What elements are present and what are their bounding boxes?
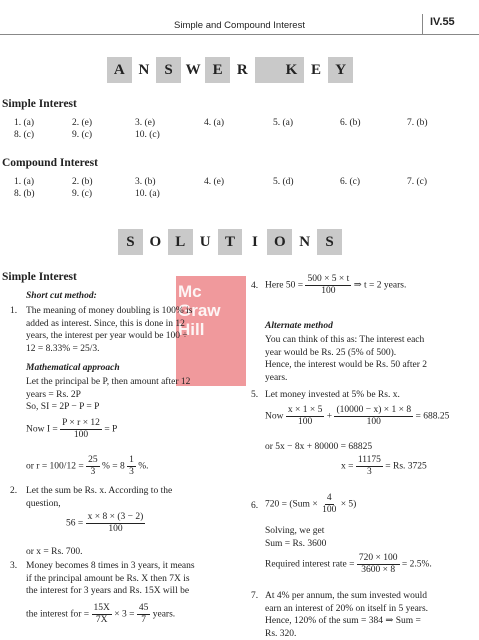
answer-cell: 9. (c) — [72, 130, 93, 140]
banner-letter: W — [181, 57, 206, 83]
answer-row — [14, 118, 474, 130]
q2-result: or x = Rs. 700. — [26, 547, 83, 557]
banner-letter: E — [304, 57, 329, 83]
banner-letter: K — [279, 57, 304, 83]
answer-cell: 9. (c) — [72, 189, 93, 199]
banner-letter: E — [205, 57, 230, 83]
alternate-method-heading: Alternate method — [265, 321, 333, 331]
q3-number: 3. — [10, 561, 18, 571]
math-approach-text: Let the principal be P, then amount after 12 years = Rs. 2P So, SI = 2P − P = P — [26, 377, 191, 412]
answer-cell: 5. (d) — [273, 177, 294, 187]
answer-cell: 10. (a) — [135, 189, 160, 199]
q6-number: 6. — [251, 501, 259, 511]
answer-cell: 2. (e) — [72, 118, 93, 128]
short-cut-heading: Short cut method: — [26, 291, 97, 301]
q2-number: 2. — [10, 486, 18, 496]
q5-text: Let money invested at 5% be Rs. x. — [265, 390, 400, 400]
banner-letter: A — [107, 57, 132, 83]
or-r-equation: or r = 100/12 = $\frac{25}{3}$ % = 8 $\frac{1}{3}$ %. — [26, 455, 149, 477]
q2-equation: 56 = $\frac{x \times 8 \times (3 - 2)}{100}$ — [66, 512, 144, 534]
q5-equation: Now $\frac{x \times 1 \times 5}{100}$ + $\frac{(10000 - x) \times 1 \times 8}{100}$ = 688.25 — [265, 405, 450, 427]
solutions-section-heading: Simple Interest — [2, 271, 77, 283]
banner-letter: T — [218, 229, 243, 255]
q5-number: 5. — [251, 390, 259, 400]
answer-cell: 1. (a) — [14, 177, 35, 187]
answer-compound-heading: Compound Interest — [2, 157, 98, 169]
q4-equation: Here 50 = $\frac{500 \times 5 \times t}{100}$ ⇒ t = 2 years. — [265, 274, 407, 296]
answer-cell: 8. (c) — [14, 130, 35, 140]
q6-equation: 720 = (Sum × $\frac{4}{100}$ × 5) — [265, 493, 357, 515]
banner-letter: S — [156, 57, 181, 83]
answer-cell: 4. (a) — [204, 118, 225, 128]
q7-number: 7. — [251, 591, 259, 601]
header-rule — [0, 34, 479, 35]
publisher-watermark-text: Mc Graw Hill — [178, 282, 221, 339]
q5-x: x = $\frac{11175}{3}$ = Rs. 3725 — [341, 455, 427, 477]
banner-letter: O — [267, 229, 292, 255]
banner-letter: U — [193, 229, 218, 255]
math-approach-heading: Mathematical approach — [26, 363, 120, 373]
banner-letter: S — [317, 229, 342, 255]
answer-row — [14, 177, 474, 189]
banner-letter: L — [168, 229, 193, 255]
answer-cell: 7. (c) — [407, 177, 428, 187]
banner-letter: O — [143, 229, 168, 255]
q6-sum: Sum = Rs. 3600 — [265, 539, 327, 549]
answer-row — [14, 130, 474, 142]
answer-cell: 8. (b) — [14, 189, 35, 199]
q3-text: Money becomes 8 times in 3 years, it means if the principal amount be Rs. X then 7X is the interest for 3 years and Rs. 15X will be — [26, 561, 195, 596]
q5-or: or 5x − 8x + 80000 = 68825 — [265, 442, 373, 452]
answer-row — [14, 189, 474, 201]
q4-number: 4. — [251, 281, 259, 291]
answer-cell: 6. (b) — [340, 118, 361, 128]
banner-letter: S — [118, 229, 143, 255]
answer-cell: 2. (b) — [72, 177, 93, 187]
answer-cell: 7. (b) — [407, 118, 428, 128]
answer-cell: 1. (a) — [14, 118, 35, 128]
solutions-banner — [118, 229, 342, 255]
compound-answers-grid — [14, 177, 474, 201]
answer-key-banner — [107, 57, 353, 83]
banner-letter: N — [292, 229, 317, 255]
answer-cell: 6. (c) — [340, 177, 361, 187]
banner-letter: I — [242, 229, 267, 255]
q7-text: At 4% per annum, the sum invested would earn an interest of 20% on itself in 5 years. Hence, 120% of the sum = 384 ⇒ Sum = Rs. 320. — [265, 591, 429, 639]
banner-letter: Y — [328, 57, 353, 83]
q6-rate: Required interest rate = $\frac{720 \times 100}{3600 \times 8}$ = 2.5%. — [265, 553, 432, 575]
answer-cell: 3. (e) — [135, 118, 156, 128]
banner-letter — [255, 57, 280, 83]
answer-cell: 3. (b) — [135, 177, 156, 187]
running-header-title: Simple and Compound Interest — [174, 20, 305, 31]
page-number: IV.55 — [430, 16, 455, 28]
answer-cell: 5. (a) — [273, 118, 294, 128]
q2-text: Let the sum be Rs. x. According to the question, — [26, 486, 173, 509]
banner-letter: R — [230, 57, 255, 83]
simple-answers-grid — [14, 118, 474, 142]
answer-cell: 10. (c) — [135, 130, 160, 140]
now-i-equation: Now I = $\frac{P \times r \times 12}{100}$ = P — [26, 418, 118, 440]
q3-equation: the interest for = $\frac{15X}{7X}$ × 3 = $\frac{45}{7}$ years. — [26, 603, 176, 625]
answer-simple-heading: Simple Interest — [2, 98, 77, 110]
answer-cell: 4. (e) — [204, 177, 225, 187]
alternate-method-text: You can think of this as: The interest each year would be Rs. 25 (5% of 500). Hence, the interest would be Rs. 50 after 2 years. — [265, 335, 427, 383]
q1-number: 1. — [10, 306, 18, 316]
banner-letter: N — [132, 57, 157, 83]
q1-text: The meaning of money doubling is 100% is added as interest. Since, this is done in 12 years, the interest per year would be 100 ÷ 12 = 8.33% = 25/3. — [26, 306, 193, 354]
q6-solve: Solving, we get — [265, 526, 325, 536]
header-divider — [422, 14, 423, 34]
